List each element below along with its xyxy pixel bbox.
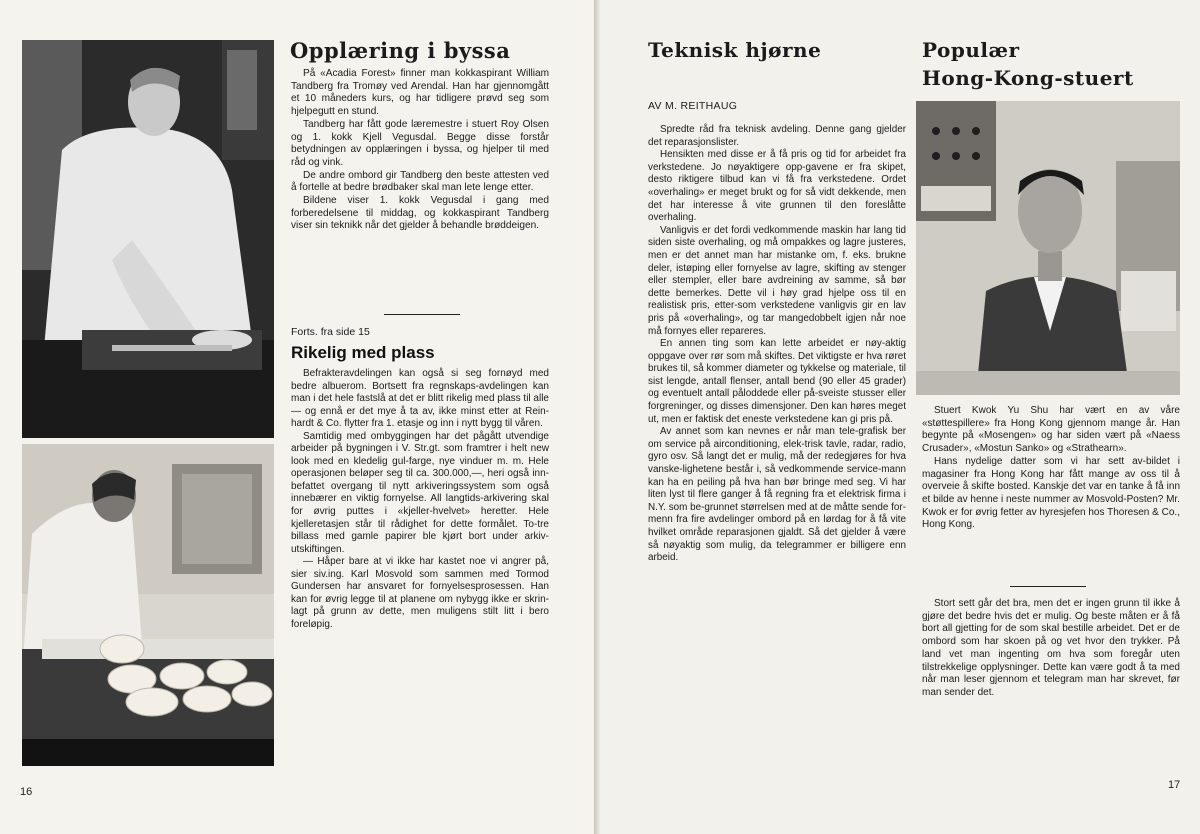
page-number-left: 16	[20, 786, 33, 798]
subheadline-rikelig: Rikelig med plass	[291, 343, 435, 362]
body-paragraph: Samtidig med ombyggingen har det pågått utvendige arbeider på bygningen i V. Str.gt. som framtrer i helt new look med en kledelig gul-farge, nye vinduer m. m. Hele operasjonen beløper seg til ca. 300.000,—, heri også inn-befattet overgang til nytt arkiveringssystem som også innebærer en viktig fornyelse. All langtids-arkivering skal for øvrig puttes i «kjeller-hvelvet» heretter. Hele kjelleretasjen står til rådighet for dette formålet. To-tre billass med gamle papirer ble kjørt bort under arkiv-utskiftingen.	[291, 430, 549, 555]
photo-baker-dough	[22, 444, 274, 766]
headline-teknisk: Teknisk hjørne	[648, 38, 822, 62]
profile-text-column	[922, 405, 1180, 532]
tech-text-column	[648, 124, 906, 565]
intro-paragraph: På «Acadia Forest» finner man kokkaspirant William Tandberg fra Tromøy ved Arendal. Han har gjennomgått et 10 måneders kurs, og har tidligere prøvd seg som hjelpegutt en stund.	[291, 68, 549, 118]
page-number-right: 17	[1168, 779, 1181, 791]
left-page	[0, 0, 594, 834]
body-text-column	[291, 368, 549, 631]
body-paragraph: Befrakteravdelingen kan også si seg fornøyd med bedre albuerom. Bortsett fra regnskaps-avdelingen kan man i det hele fastslå at det er blitt rikelig med plass til alle — og ennå er det mye å ta av, ikke minst etter at Rein-hardt & Co. flytter fra 1. etasje og inn i nytt bygg til våren.	[291, 368, 549, 430]
tech-paragraph: Spredte råd fra teknisk avdeling. Denne gang gjelder det reparasjonslister.	[648, 124, 906, 148]
byline: AV M. REITHAUG	[648, 100, 738, 112]
tech-paragraph: Vanligvis er det fordi vedkommende maskin har lang tid siden siste overhaling, og må ompakkes og lagre justeres, men er det annet man har mistanke om, f. eks. brukne deler, istøping eller fornyelse av lagre, skifting av stenger eller stempler, eller bare avdreining av samme, så bør dette bemerkes. Dette vil i høy grad hjelpe oss til en realistisk pris, etter-som verkstedene vanligvis gir en lav pris på «overhaling», og tar mangedobbelt igjen når noe må fornyes eller repareres.	[648, 224, 906, 337]
profile-paragraph: Hans nydelige datter som vi har sett av-bildet i magasiner fra Hong Kong har fått mange av oss til å overveie å skifte bosted. Kanskje det var en tanke å få inn et bilde av henne i neste nummer av Mosvold-Posten? Mr. Kwok er for øvrig fetter av hyresjefen hos Thoresen & Co., Hong Kong.	[922, 455, 1180, 531]
right-page	[600, 0, 1200, 834]
headline-opplaering: Opplæring i byssa	[290, 38, 511, 63]
closing-text-column	[922, 598, 1180, 700]
profile-paragraph: Stuert Kwok Yu Shu har vært en av våre «støttespillere» fra Hong Kong gjennom mange år. Han begynte på «Mosengen» og har siden vært på «Naess Crusader», «Mostun Sanko» og «Strathearn».	[922, 405, 1180, 455]
photo-portrait-kwok	[916, 101, 1180, 395]
tech-paragraph: En annen ting som kan lette arbeidet er nøy-aktig oppgave over rør som må skiftes. Det viktigste er hva røret brukes til, så kommer diameter og tykkelse og materiale, til sist lengde, antall flenser, antall bend (90 eller 45 grader) og eventuelt antall påloddede eller på-sveiste stusser eller forgreninger, og disses dimensjoner. Den kan høres meget ut, men er faktisk det eneste verkstedene kan gi pris på.	[648, 338, 906, 425]
intro-paragraph: Tandberg har fått gode læremestre i stuert Roy Olsen og 1. kokk Kjell Vegusdal. Begge disse forstår betydningen av opplæringen i byssa, og hjelper til med råd og vink.	[291, 118, 549, 168]
intro-text-column	[291, 68, 549, 233]
intro-paragraph: De andre ombord gir Tandberg den beste attesten ved å fortelle at bedre brødbaker skal man lete lenge etter.	[291, 169, 549, 194]
section-divider	[384, 314, 460, 315]
intro-paragraph: Bildene viser 1. kokk Vegusdal i gang med forberedelsene til middag, og kokkaspirant Tandberg viser sin teknikk når det gjelder å behandle brøddeigen.	[291, 195, 549, 232]
section-divider	[1010, 586, 1086, 587]
tech-paragraph: Hensikten med disse er å få pris og tid for arbeidet fra verkstedene. Jo nøyaktigere opp-gavene er fra skipet, desto riktigere tilbud kan vi få fra verkstedene. Ordet «overhaling» er meget brukt og for så vidt dekkende, men det har interesse å vite grunnen til den foreslåtte overhaling.	[648, 149, 906, 224]
photo-cook-chopping	[22, 40, 274, 438]
body-paragraph: — Håper bare at vi ikke har kastet noe vi angrer på, sier siv.ing. Karl Mosvold som sammen med Tormod Gundersen har ansvaret for fornyelsesprosessen. Han kan for øvrig legge til at planene om nybygg ikke er skrin-lagt på grunn av dette, men muligens stilt litt i bero foreløpig.	[291, 556, 549, 630]
continued-note: Forts. fra side 15	[291, 326, 370, 338]
closing-paragraph: Stort sett går det bra, men det er ingen grunn til ikke å gjøre det bedre hvis det er mulig. Og beste måten er å få bort all gjetting for de som skal bestille arbeidet. Det er de ombord som har skoen på og vet hvor den trykker. På land vet man ingenting om hva som foregår uten tilstrekkelige opplysninger. Dette kan være godt å ta med når man leser gjennom et telegram man har skrevet, før man sender det.	[922, 598, 1180, 698]
tech-paragraph: Av annet som kan nevnes er når man tele-grafisk ber om service på airconditioning, elek-trisk tavle, radar, radio, gyro osv. Så langt det er mulig, må der redegjøres for hva vanske-lighetene består i, så vedkommende service-mann kan ha en peiling på hva han bør bringe med seg. Vi har liten lyst til flere ganger å få regning fra et elektrisk firma i N.Y. som be-grunnet størrelsen med at de måtte sende for-menn fra fire avdelinger ombord på en lørdag for å få vite hvilket område reparasjonen gjaldt. Så det gjelder å være så nøyaktig som mulig, da telegrammer er billigere enn arbeid.	[648, 426, 906, 564]
headline-populaer: Populær	[922, 38, 1020, 62]
headline-hong-kong-stuert: Hong-Kong-stuert	[922, 66, 1134, 90]
